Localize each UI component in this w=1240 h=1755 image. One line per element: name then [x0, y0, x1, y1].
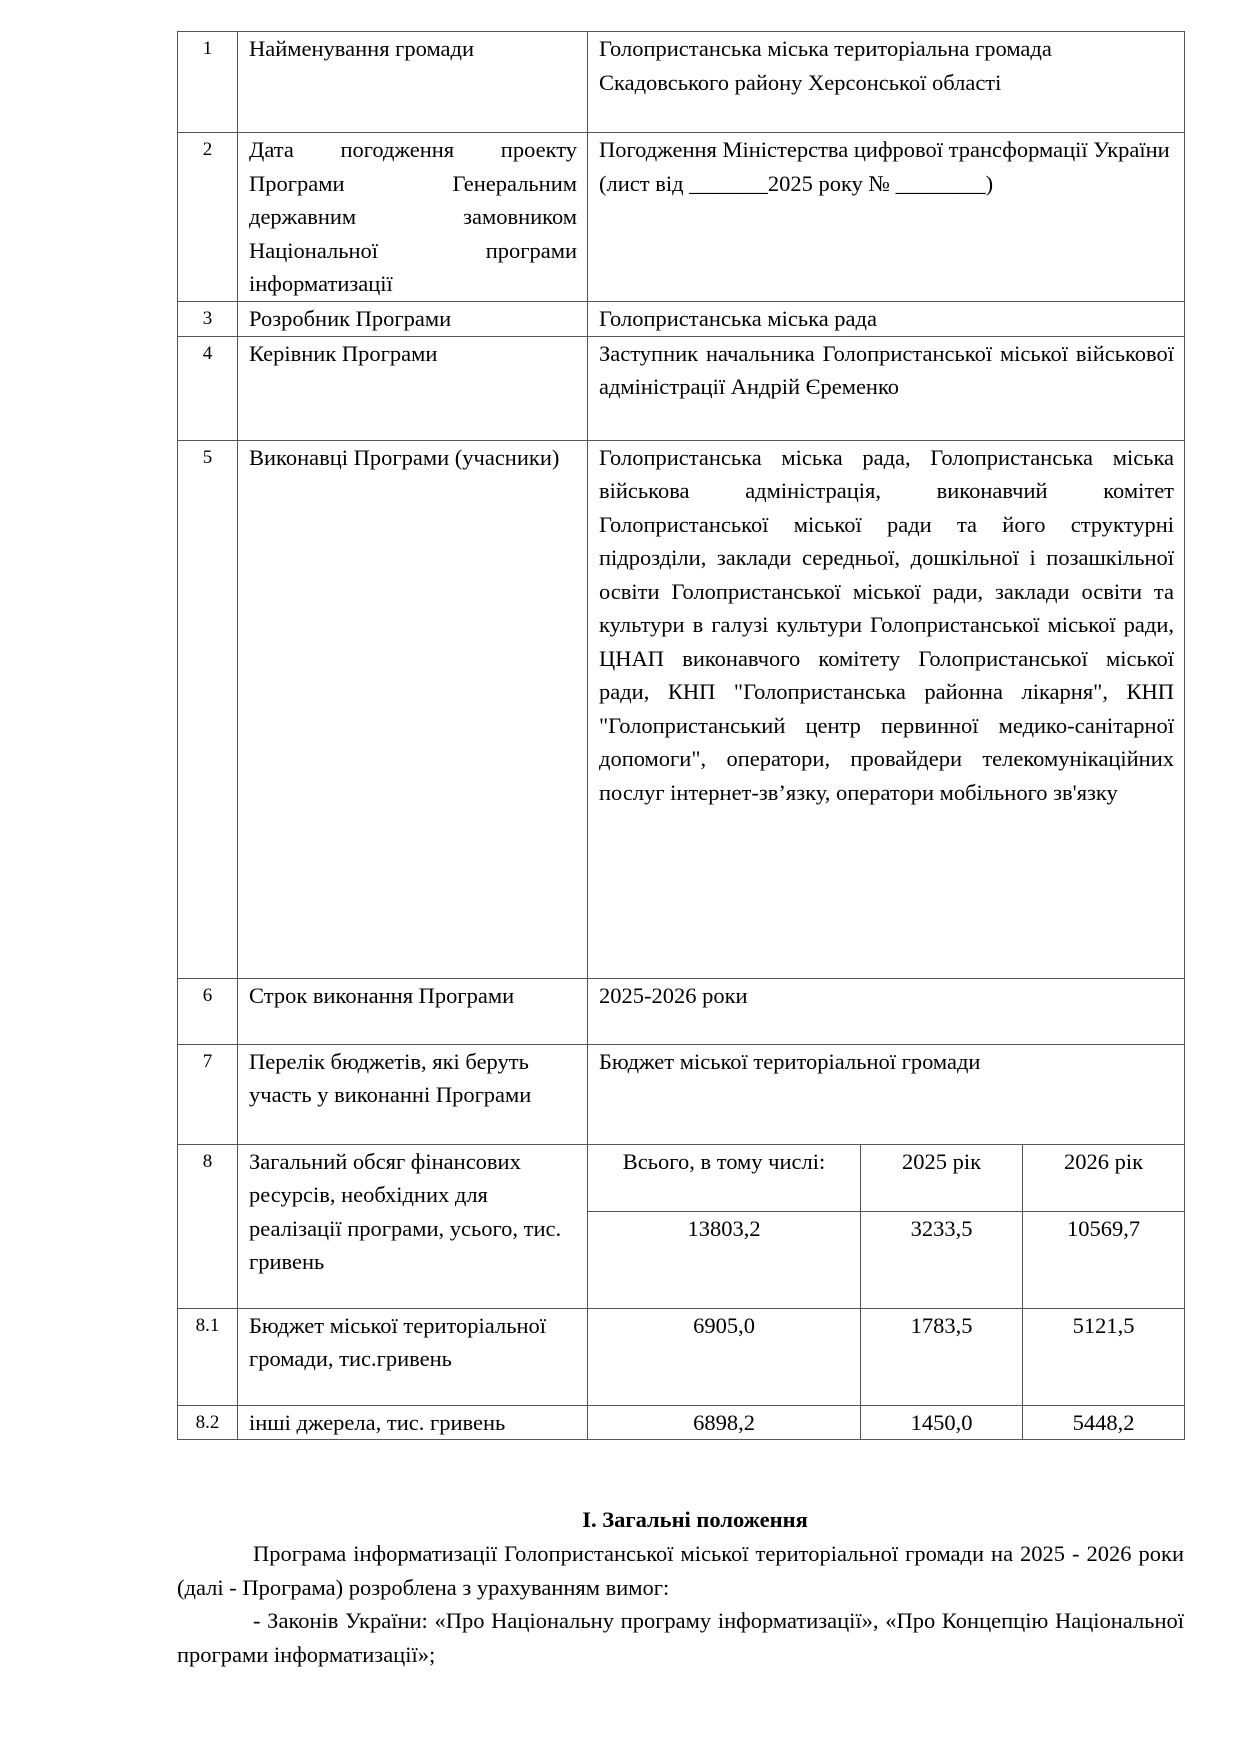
row-value: 2025-2026 роки	[588, 978, 1185, 1044]
finance-total-all: 13803,2	[588, 1211, 861, 1308]
table-row	[178, 1044, 1185, 1144]
row-number: 8.2	[178, 1405, 238, 1440]
row-value: Голопристанська міська рада	[588, 302, 1185, 337]
table-row	[178, 336, 1185, 440]
paragraph-text: - Законів України: «Про Національну програму інформатизації», «Про Концепцію Національної програми інформатизації»;	[177, 1608, 1184, 1667]
finance-total-2026: 10569,7	[1023, 1211, 1185, 1308]
row-value: Погодження Міністерства цифрової трансформації України (лист від _______2025 року № ________)	[588, 133, 1185, 302]
row-number: 4	[178, 336, 238, 440]
row-label: Перелік бюджетів, які беруть участь у виконанні Програми	[238, 1044, 588, 1144]
row-label: Дата погодження проекту Програми Генеральним державним замовником Національної програми інформатизації	[238, 133, 588, 302]
row-label: Загальний обсяг фінансових ресурсів, необхідних для реалізації програми, усього, тис. гривень	[238, 1144, 588, 1308]
finance-total-2025: 3233,5	[861, 1211, 1023, 1308]
row-label: Строк виконання Програми	[238, 978, 588, 1044]
row-value: Заступник начальника Голопристанської міської військової адміністрації Андрій Єременко	[588, 336, 1185, 440]
row-number: 6	[178, 978, 238, 1044]
finance-header-2025: 2025 рік	[861, 1144, 1023, 1211]
table-row	[178, 440, 1185, 978]
paragraph-text: Програма інформатизації Голопристанської міської територіальної громади на 2025 - 2026 роки (далі - Програма) розроблена з урахуванням вимог:	[177, 1541, 1184, 1600]
table-row	[178, 978, 1185, 1044]
row-value: Голопристанська міська територіальна громада Скадовського району Херсонської області	[588, 32, 1185, 133]
row-label: Бюджет міської територіальної громади, тис.гривень	[238, 1308, 588, 1405]
section-heading: І. Загальні положення	[582, 1507, 808, 1532]
row-number: 3	[178, 302, 238, 337]
finance-value-total: 6898,2	[588, 1405, 861, 1440]
row-number: 8	[178, 1144, 238, 1308]
row-value: Голопристанська міська рада, Голопристанська міська військова адміністрація, виконавчий комітет Голопристанської міської ради та його структурні підрозділи, заклади середньої, дошкільної і позашкільної освіти Голопристанської міської ради, заклади освіти та культури в галузі культури Голопристанської міської ради, ЦНАП виконавчого комітету Голопристанської міської ради, КНП "Голопристанська районна лікарня", КНП "Голопристанський центр первинної медико-санітарної допомоги", оператори, провайдери телекомунікаційних послуг інтернет-зв’язку, оператори мобільного зв'язку	[588, 440, 1185, 978]
finance-row-local-budget	[178, 1308, 1185, 1405]
finance-value-total: 6905,0	[588, 1308, 861, 1405]
table-row	[178, 133, 1185, 302]
finance-value-2026: 5121,5	[1023, 1308, 1185, 1405]
row-number: 5	[178, 440, 238, 978]
finance-header-row	[178, 1144, 1185, 1211]
finance-value-2025: 1783,5	[861, 1308, 1023, 1405]
paragraph	[177, 1537, 1184, 1604]
finance-value-2025: 1450,0	[861, 1405, 1023, 1440]
finance-header-2026: 2026 рік	[1023, 1144, 1185, 1211]
row-label: інші джерела, тис. гривень	[238, 1405, 588, 1440]
row-number: 2	[178, 133, 238, 302]
finance-header-total: Всього, в тому числі:	[588, 1144, 861, 1211]
row-number: 8.1	[178, 1308, 238, 1405]
row-label: Найменування громади	[238, 32, 588, 133]
paragraph	[177, 1604, 1184, 1671]
row-label: Керівник Програми	[238, 336, 588, 440]
row-value: Бюджет міської територіальної громади	[588, 1044, 1185, 1144]
finance-value-2026: 5448,2	[1023, 1405, 1185, 1440]
row-label: Виконавці Програми (учасники)	[238, 440, 588, 978]
row-label: Розробник Програми	[238, 302, 588, 337]
program-passport-table	[177, 31, 1185, 1440]
table-row	[178, 32, 1185, 133]
finance-row-other-sources	[178, 1405, 1185, 1440]
row-number: 1	[178, 32, 238, 133]
table-row	[178, 302, 1185, 337]
row-number: 7	[178, 1044, 238, 1144]
